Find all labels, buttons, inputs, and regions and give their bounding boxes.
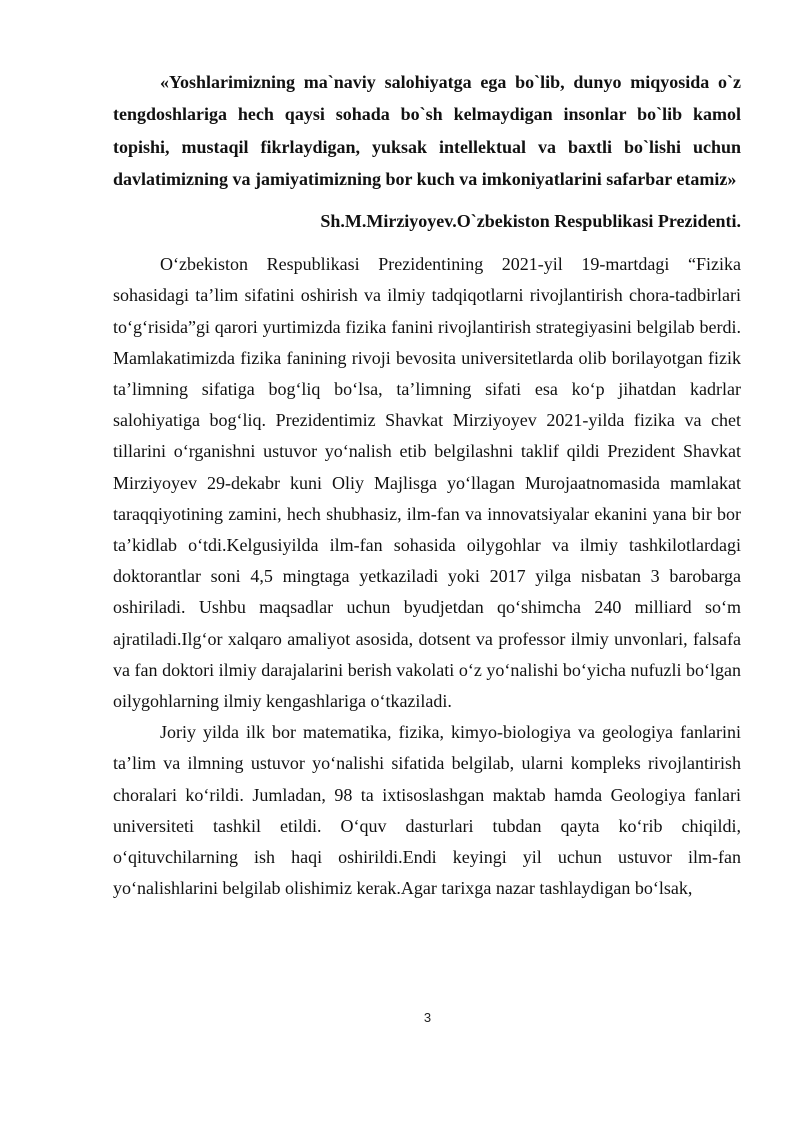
epigraph-attribution: Sh.M.Mirziyoyev.O`zbekiston Respublikasi Prezidenti. [320, 211, 741, 232]
body-paragraph: Joriy yilda ilk bor matematika, fizika, kimyo-biologiya va geologiya fanlarini ta’lim va ilmning ustuvor yo‘nalishi sifatida belgilab, ularni kompleks rivojlantirish choralari ko‘rildi. Jumladan, 98 ta ixtisoslashgan maktab hamda Geologiya fanlari universiteti tashkil etildi. O‘quv dasturlari tubdan qayta ko‘rib chiqildi, o‘qituvchilarning ish haqi oshirildi.Endi keyingi yil uchun ustuvor ilm-fan yo‘nalishlarini belgilab olishimiz kerak.Agar tarixga nazar tashlaydigan bo‘lsak, [113, 722, 741, 899]
epigraph-quote: «Yoshlarimizning ma`naviy salohiyatga ega bo`lib, dunyo miqyosida o`z tengdoshlariga hech qaysi sohada bo`sh kelmaydigan insonlar bo`lib kamol topishi, mustaqil fikrlaydigan, yuksak intellektual va baxtli bo`lishi uchun davlatimizning va jamiyatimizning bor kuch va imkoniyatlarini safarbar etamiz» [113, 72, 741, 189]
body-paragraph: O‘zbekiston Respublikasi Prezidentining 2021-yil 19-martdagi “Fizika sohasidagi ta’lim sifatini oshirish va ilmiy tadqiqotlarni rivojlantirish chora-tadbirlari to‘g‘risida”gi qarori yurtimizda fizika fanini rivojlantirish strategiyasini belgilab berdi. Mamlakatimizda fizika fanining rivoji bevosita universitetlarda olib borilayotgan fizik ta’limning sifatiga bog‘liq bo‘lsa, ta’limning sifati esa ko‘p jihatdan kadrlar salohiyatiga bog‘liq. Prezidentimiz Shavkat Mirziyoyev 2021-yilda fizika va chet tillarini o‘rganishni ustuvor yo‘nalish etib belgilashni taklif qildi Prezident Shavkat Mirziyoyev 29-dekabr kuni Oliy Majlisga yo‘llagan Murojaatnomasida mamlakat taraqqiyotining zamini, hech shubhasiz, ilm-fan va innovatsiyalar ekanini yana bir bor ta’kidlab o‘tdi.Kelgusiyilda ilm-fan sohasida oilygohlar va ilmiy tashkilotlardagi doktorantlar soni 4,5 mingtaga yetkaziladi yoki 2017 yilga nisbatan 3 barobarga oshiriladi. Ushbu maqsadlar uchun byudjetdan qo‘shimcha 240 milliard so‘m ajratiladi.Ilg‘or xalqaro amaliyot asosida, dotsent va professor ilmiy unvonlari, falsafa va fan doktori ilmiy darajalarini berish vakolati o‘z yo‘nalishi bo‘yicha nufuzli bo‘lgan oilygohlarning ilmiy kengashlariga o‘tkaziladi. [113, 254, 741, 712]
page-content [113, 66, 741, 904]
page-number: 3 [423, 1010, 432, 1025]
